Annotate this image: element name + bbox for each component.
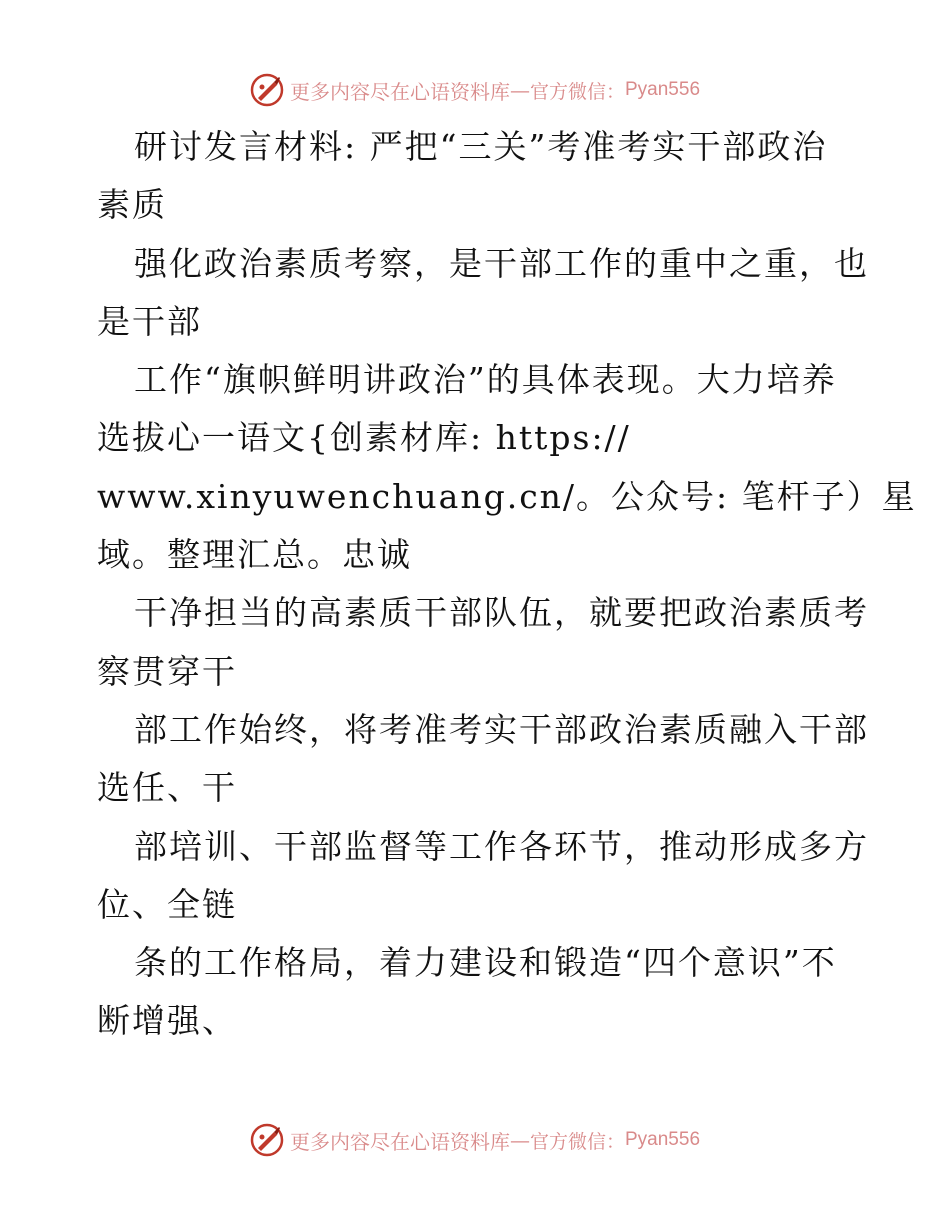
paragraph-line: 条的工作格局，着力建设和锻造“四个意识”不 [134,943,837,983]
paragraph-line: 选拔心一语文{创素材库: https:// [97,418,631,458]
paragraph-line: 部培训、干部监督等工作各环节，推动形成多方 [134,826,869,866]
paragraph-line: 察贯穿干 [97,651,237,691]
paragraph-line: 干净担当的高素质干部队伍，就要把政治素质考 [134,593,869,633]
paragraph-line: 断增强、 [97,1001,237,1041]
footer-watermark [0,1120,950,1160]
title-line-2: 素质 [97,185,167,225]
quill-logo-icon [250,1123,284,1157]
paragraph-line: 域。整理汇总。忠诚 [97,535,412,575]
watermark-wechat-id: Pyan556 [625,1129,701,1150]
watermark-text: 更多内容尽在心语资料库 [289,79,510,104]
quill-logo-icon [250,73,284,107]
watermark-wechat-id: Pyan556 [625,79,701,100]
paragraph-line: 部工作始终，将考准考实干部政治素质融入干部 [134,709,869,749]
watermark-wechat-label: 官方微信： [529,1130,625,1153]
paragraph-line: 是干部 [97,301,202,341]
paragraph-line: 位、全链 [97,884,237,924]
paragraph-line: 强化政治素质考察，是干部工作的重中之重，也 [134,243,869,283]
header-watermark [0,70,950,110]
title-line-1: 研讨发言材料: 严把“三关”考准考实干部政治 [134,127,828,166]
document-body [97,118,917,1051]
watermark-text: 更多内容尽在心语资料库 [289,1129,510,1154]
watermark-separator: — [509,78,530,102]
paragraph-line: www.xinyuwenchuang.cn/。公众号: 笔杆子）星 [97,476,917,516]
paragraph-line: 选任、干 [97,768,237,808]
paragraph-line: 工作“旗帜鲜明讲政治”的具体表现。大力培养 [134,360,837,400]
watermark-separator: — [509,1128,530,1152]
watermark-wechat-label: 官方微信： [529,80,625,103]
